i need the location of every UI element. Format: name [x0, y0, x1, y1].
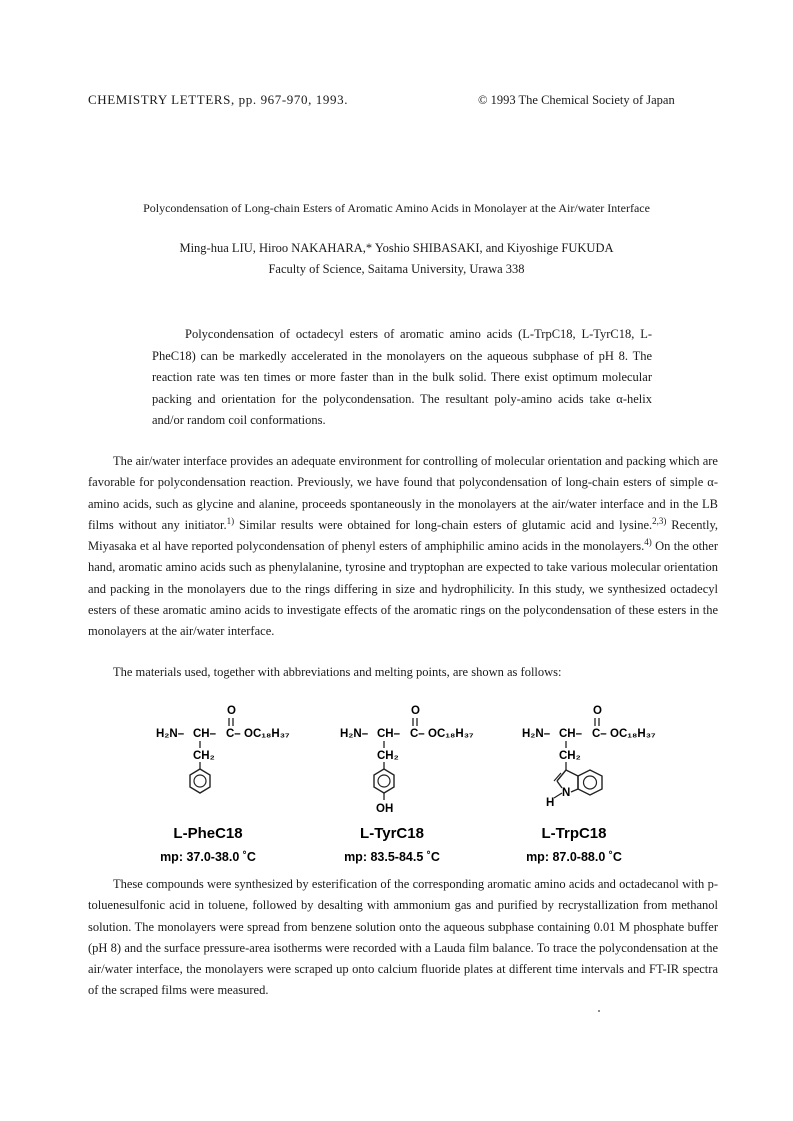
abstract: Polycondensation of octadecyl esters of aromatic amino acids (L-TrpC18, L-TyrC18, L-PheC18) can be markedly accelerated in the monolayers on the aqueous subphase of pH 8. The reaction rate was ten times or more faster than in the bulk solid. There exist optimum molecular packing and orientation for the polycondensation. The resultant poly-amino acids take α-helix and/or random coil conformations. [152, 327, 652, 427]
melting-point: mp: 87.0-88.0 ˚C [526, 850, 622, 864]
phenol-ring [374, 769, 394, 793]
body-paragraph-3: These compounds were synthesized by esterification of the corresponding aromatic amino acids and octadecanol with p-toluenesulfonic acid in toluene, followed by desalting with ammonium gas and purified by recrystallization from methanol solution. The monolayers were spread from benzene solution onto the aqueous subphase containing 0.01 M phosphate buffer (pH 8) and the surface pressure-area isotherms were recorded with a Lauda film balance. To trace the polycondensation at the air/water interface, the monolayers were scraped up onto calcium fluoride plates at different time intervals and FT-IR spectra of the scraped films were measured. [88, 877, 718, 998]
structure-phe [156, 705, 290, 864]
body-paragraph-2: The materials used, together with abbreviations and melting points, are shown as follows: [113, 665, 562, 679]
carbonyl-oxygen: O [411, 705, 420, 717]
author-list: Ming-hua LIU, Hiroo NAKAHARA,* Yoshio SHIBASAKI, and Kiyoshige FUKUDA [179, 241, 614, 255]
compound-name: L-TyrC18 [360, 825, 424, 842]
carbonyl-oxygen: O [593, 705, 602, 717]
amine-group: H₂N– [522, 728, 551, 740]
hydroxyl-group: OH [376, 803, 394, 815]
structure-trp [522, 705, 656, 864]
methylene-group: CH₂ [193, 750, 215, 762]
amine-group: H₂N– [340, 728, 369, 740]
body-paragraph-1 [88, 451, 718, 643]
journal-citation: CHEMISTRY LETTERS, pp. 967-970, 1993. [88, 92, 349, 107]
ester-group: OC₁₈H₃₇ [610, 728, 656, 740]
p1-text-b: Similar results were obtained for long-chain esters of glutamic acid and lysine. [234, 517, 653, 532]
carbonyl-carbon: C– [226, 728, 241, 740]
alpha-carbon: CH– [377, 728, 401, 740]
copyright-notice: © 1993 The Chemical Society of Japan [478, 93, 675, 107]
melting-point: mp: 83.5-84.5 ˚C [344, 850, 440, 864]
ester-group: OC₁₈H₃₇ [428, 728, 474, 740]
alpha-carbon: CH– [193, 728, 217, 740]
compound-name: L-TrpC18 [541, 825, 607, 842]
paper-title: Polycondensation of Long-chain Esters of Aromatic Amino Acids in Monolayer at the Air/water Interface [143, 201, 650, 215]
structure-tyr [340, 705, 474, 864]
benzene-ring [190, 769, 210, 793]
p1-text-c: Recently, Miyasaka et al have reported polycondensation of phenyl esters of amphiphilic amino acids in the monolayers. [88, 517, 719, 554]
methylene-group: CH₂ [559, 750, 581, 762]
carbonyl-carbon: C– [410, 728, 425, 740]
methylene-group: CH₂ [377, 750, 399, 762]
ref-4: 4) [644, 537, 652, 548]
chemical-structures [130, 690, 690, 880]
indole-hydrogen: H [546, 797, 555, 809]
p1-text-a: The air/water interface provides an adequate environment for controlling of molecular orientation and packing which are favorable for polycondensation reaction. Previously, we have found that polycondensation of long-chain esters of simple α-amino acids, such as glycine and alanine, proceeds spontaneously in the monolayers at the air/water interface and in the LB films without any initiator. [88, 454, 718, 532]
compound-name: L-PheC18 [173, 825, 243, 842]
alpha-carbon: CH– [559, 728, 583, 740]
p1-text-d: On the other hand, aromatic amino acids such as phenylalanine, tyrosine and tryptophan are expected to take various molecular orientation and packing in the monolayers due to the rings differing in size and hydrophilicity. In this study, we synthesized octadecyl esters of these aromatic amino acids to investigate effects of the aromatic rings on the polycondensation of these esters in the monolayers at the air/water interface. [88, 539, 718, 639]
melting-point: mp: 37.0-38.0 ˚C [160, 850, 256, 864]
ester-group: OC₁₈H₃₇ [244, 728, 290, 740]
affiliation: Faculty of Science, Saitama University, Urawa 338 [268, 262, 525, 276]
carbonyl-oxygen: O [227, 705, 236, 717]
carbonyl-carbon: C– [592, 728, 607, 740]
amine-group: H₂N– [156, 728, 185, 740]
ref-2-3: 2,3) [652, 515, 667, 526]
indole-nitrogen: N [562, 787, 571, 799]
ref-1: 1) [226, 515, 235, 526]
page-speck [598, 1010, 600, 1012]
